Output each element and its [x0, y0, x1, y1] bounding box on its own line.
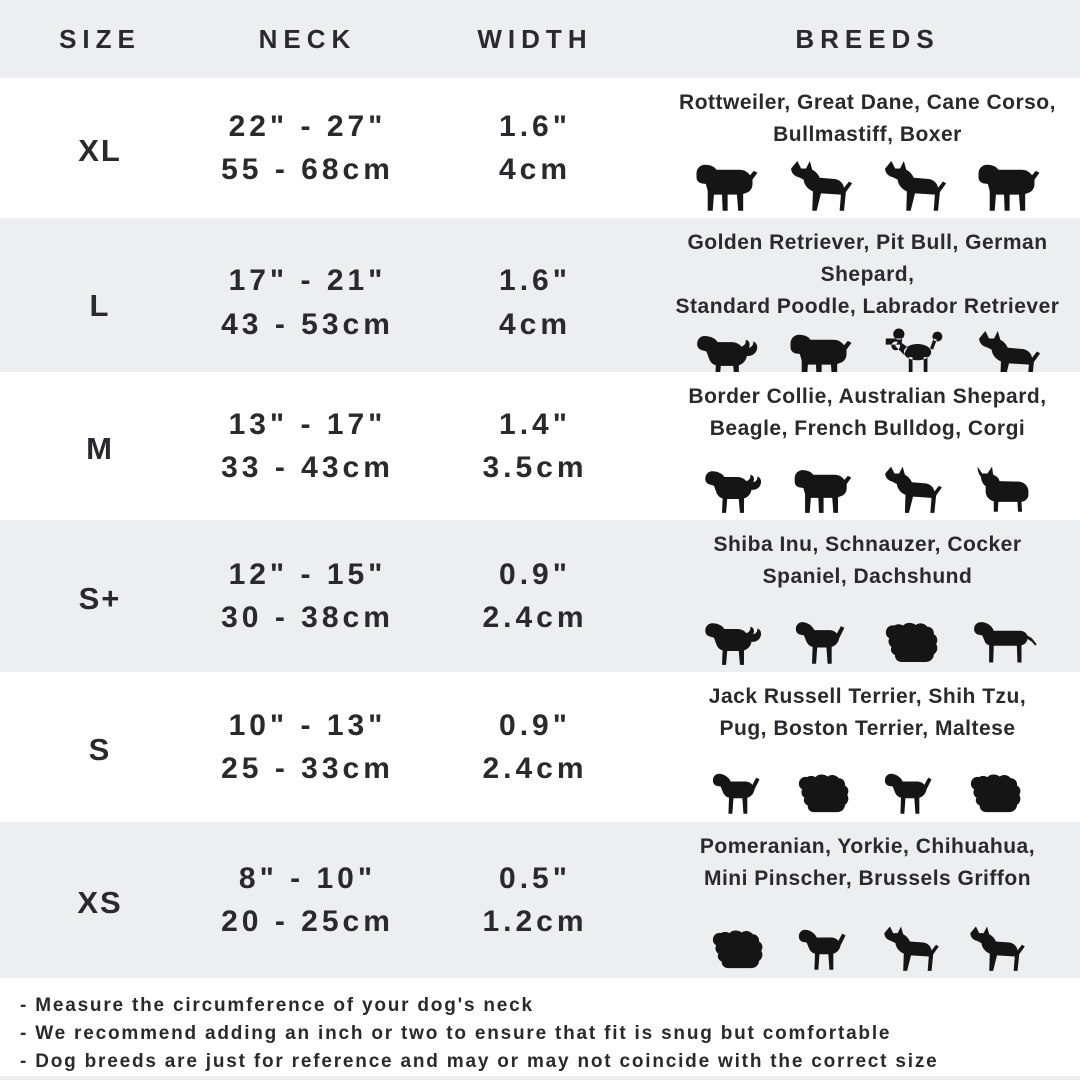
breeds-cell — [655, 672, 1080, 822]
breed-names-line2: Spaniel, Dachshund — [762, 564, 973, 588]
chihuahua-icon — [873, 922, 949, 972]
breed-names-line1: Golden Retriever, Pit Bull, German Shepard, — [687, 231, 1048, 286]
width-cm: 3.5cm — [482, 451, 588, 484]
maltese-icon — [959, 766, 1035, 816]
breed-names-line1: Rottweiler, Great Dane, Cane Corso, — [679, 91, 1056, 114]
width-inches: 1.6" — [499, 264, 571, 298]
breed-names — [679, 87, 1056, 151]
width-value — [415, 218, 655, 388]
dachshund-icon — [963, 614, 1043, 666]
neck-range — [200, 372, 415, 520]
note-measure-neck: - Measure the circumference of your dog's neck — [20, 995, 534, 1016]
neck-inches: 8" - 10" — [238, 861, 377, 895]
breed-names — [709, 681, 1026, 745]
breed-icons — [693, 448, 1043, 520]
breed-icons — [701, 898, 1035, 978]
width-cm: 2.4cm — [482, 752, 588, 785]
width-inches: 1.4" — [499, 407, 571, 441]
breed-names — [713, 529, 1021, 593]
breed-names — [700, 831, 1035, 895]
neck-cm: 20 - 25cm — [221, 905, 394, 938]
neck-range — [200, 822, 415, 978]
breed-names-line1: Pomeranian, Yorkie, Chihuahua, — [699, 835, 1036, 858]
table-row-xs — [0, 822, 1080, 978]
note-breeds-reference: - Dog breeds are just for reference and may or may not coincide with the correct size — [20, 1050, 939, 1072]
breeds-cell — [655, 822, 1080, 978]
size-label: S+ — [78, 581, 122, 616]
neck-inches: 10" - 13" — [228, 708, 387, 742]
width-inches: 1.6" — [499, 109, 571, 143]
size-label: XS — [77, 885, 123, 920]
width-cm: 2.4cm — [482, 601, 588, 634]
australian-shepard-icon — [693, 462, 773, 514]
neck-range — [200, 520, 415, 672]
breed-icons — [693, 596, 1043, 672]
yorkie-icon — [787, 922, 863, 972]
table-row-l — [0, 218, 1080, 372]
width-value — [415, 672, 655, 822]
neck-cm: 33 - 43cm — [221, 451, 394, 484]
breed-names-line2: Standard Poodle, Labrador Retriever — [675, 294, 1060, 318]
width-cm: 1.2cm — [482, 905, 588, 938]
breeds-cell — [655, 372, 1080, 520]
width-value — [415, 78, 655, 218]
table-row-s-plus — [0, 520, 1080, 672]
neck-cm: 55 - 68cm — [221, 153, 394, 186]
pomeranian-icon — [701, 922, 777, 972]
breed-names-line2: Beagle, French Bulldog, Corgi — [709, 416, 1026, 440]
breeds-cell — [655, 218, 1080, 388]
table-row-xl — [0, 78, 1080, 218]
corgi-icon — [963, 462, 1043, 514]
column-header-neck: NECK — [258, 23, 357, 54]
neck-range — [200, 672, 415, 822]
breed-names — [655, 227, 1080, 323]
breeds-cell — [655, 78, 1080, 218]
size-label: L — [89, 287, 111, 323]
breeds-cell — [655, 520, 1080, 672]
column-header-width: WIDTH — [477, 23, 593, 54]
width-inches: 0.9" — [499, 557, 571, 591]
great-dane-icon — [779, 156, 863, 212]
neck-cm: 25 - 33cm — [221, 752, 394, 785]
pug-icon — [873, 766, 949, 816]
table-row-m — [0, 372, 1080, 520]
width-value — [415, 520, 655, 672]
footer-notes — [0, 978, 1080, 1076]
neck-inches: 13" - 17" — [228, 407, 387, 441]
width-cm: 4cm — [498, 307, 572, 341]
bottom-divider — [0, 1076, 1080, 1080]
neck-inches: 22" - 27" — [228, 109, 387, 143]
breed-names-line2: Mini Pinscher, Brussels Griffon — [703, 866, 1032, 890]
table-row-s — [0, 672, 1080, 822]
shiba-inu-icon — [693, 614, 773, 666]
french-bulldog-icon — [873, 462, 953, 514]
breed-names — [688, 381, 1046, 445]
width-inches: 0.9" — [499, 708, 571, 742]
cocker-spaniel-icon — [873, 614, 953, 666]
size-label: XL — [78, 133, 122, 168]
breed-icons — [701, 748, 1035, 822]
breed-names-line1: Jack Russell Terrier, Shih Tzu, — [708, 685, 1027, 708]
width-value — [415, 822, 655, 978]
column-header-size: SIZE — [59, 23, 141, 54]
breed-names-line2: Bullmastiff, Boxer — [773, 122, 962, 146]
width-cm: 4cm — [498, 153, 572, 186]
note-add-inch: - We recommend adding an inch or two to ensure that fit is snug but comfortable — [20, 1022, 892, 1044]
shih-tzu-icon — [787, 766, 863, 816]
breed-icons — [685, 154, 1051, 218]
size-label: M — [86, 431, 114, 466]
table-header — [0, 0, 1080, 78]
size-label: S — [88, 732, 112, 767]
mini-pinscher-icon — [959, 922, 1035, 972]
neck-inches: 12" - 15" — [228, 557, 387, 591]
neck-cm: 43 - 53cm — [221, 307, 394, 341]
breed-names-line1: Border Collie, Australian Shepard, — [688, 385, 1047, 408]
schnauzer-icon — [783, 614, 863, 666]
neck-range — [200, 218, 415, 388]
neck-inches: 17" - 21" — [228, 264, 387, 298]
jack-russell-terrier-icon — [701, 766, 777, 816]
width-inches: 0.5" — [499, 861, 571, 895]
rottweiler-icon — [685, 156, 769, 212]
neck-range — [200, 78, 415, 218]
doberman-icon — [873, 156, 957, 212]
width-value — [415, 372, 655, 520]
beagle-icon — [783, 462, 863, 514]
breed-names-line1: Shiba Inu, Schnauzer, Cocker — [713, 533, 1022, 556]
bullmastiff-icon — [967, 156, 1051, 212]
neck-cm: 30 - 38cm — [221, 601, 394, 634]
breed-names-line2: Pug, Boston Terrier, Maltese — [719, 716, 1016, 740]
column-header-breeds: BREEDS — [795, 23, 940, 54]
